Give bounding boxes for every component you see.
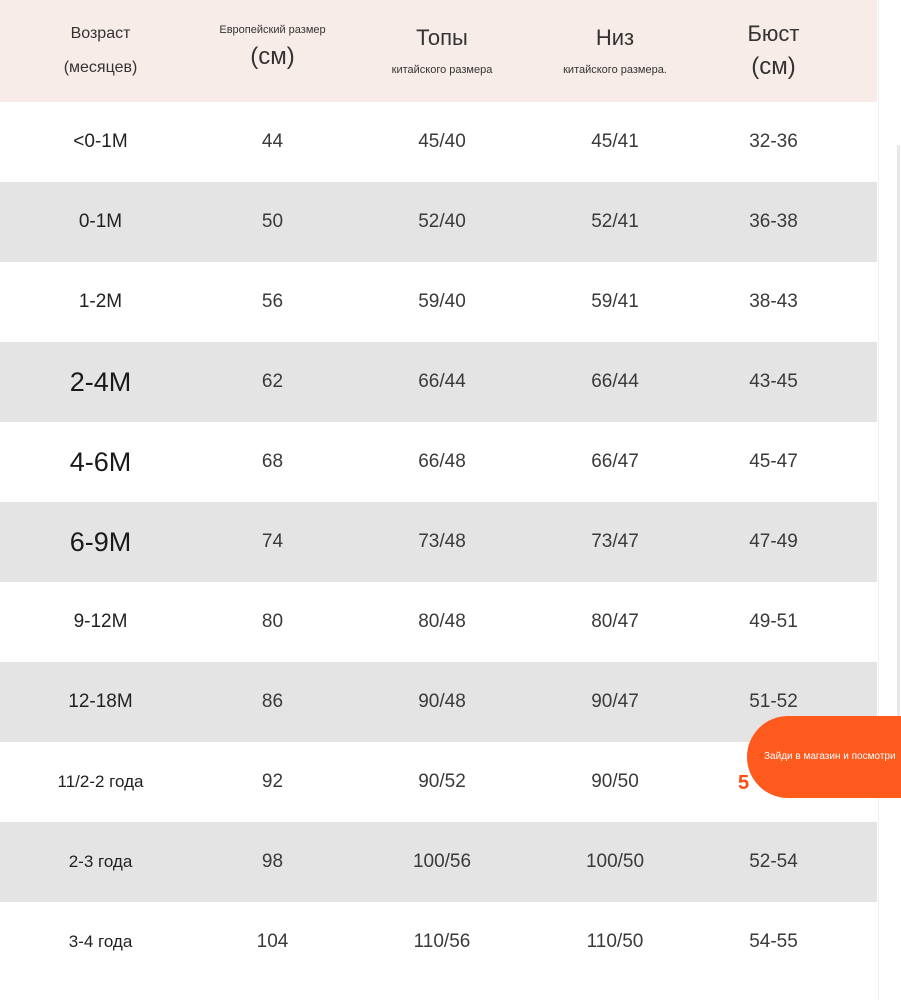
header-bottoms [540, 0, 690, 102]
cell-age: 11/2-2 года [57, 772, 144, 791]
cell-eu-size: 62 [261, 371, 284, 392]
cell-bottoms: 45/41 [591, 131, 639, 152]
cell-bust: 51-52 [749, 691, 798, 712]
header-eu-size-unit: (см) [250, 43, 295, 70]
cell-bust: 43-45 [749, 371, 798, 392]
cell-bottoms: 80/47 [591, 611, 639, 632]
cell-tops: 66/44 [418, 371, 466, 392]
header-age [0, 0, 201, 102]
cell-eu-size: 44 [261, 131, 284, 152]
cell-age: 6-9M [69, 526, 132, 557]
cell-age: 4-6M [69, 446, 132, 477]
cell-age: 3-4 года [68, 932, 133, 951]
header-bust [690, 0, 857, 102]
cell-bottoms: 73/47 [591, 531, 639, 552]
header-age-title: Возраст [70, 25, 131, 42]
cell-eu-size: 98 [261, 851, 284, 872]
scrollbar-divider [878, 0, 879, 1000]
cell-tops: 45/40 [418, 131, 466, 152]
table-row [0, 822, 877, 902]
cell-age: 0-1M [78, 211, 123, 232]
cell-tops: 90/52 [418, 771, 466, 792]
cell-bottoms: 66/44 [591, 371, 639, 392]
cell-bust: 45-47 [749, 451, 798, 472]
promo-digit: 5 [738, 772, 750, 794]
cell-tops: 90/48 [418, 691, 466, 712]
cell-age: <0-1M [73, 131, 128, 152]
table-row [0, 342, 877, 422]
visit-shop-label: Зайди в магазин и посмотри [764, 751, 896, 762]
cell-bottoms: 90/50 [591, 771, 639, 792]
cell-tops: 59/40 [418, 291, 466, 312]
cell-age: 12-18M [68, 691, 133, 712]
cell-bottoms: 100/50 [585, 851, 645, 872]
cell-tops: 66/48 [418, 451, 466, 472]
cell-eu-size: 50 [261, 211, 284, 232]
cell-bust: 32-36 [749, 131, 798, 152]
header-bottoms-title: Низ [595, 25, 635, 50]
header-bottoms-sub: китайского размера. [563, 64, 667, 76]
cell-eu-size: 74 [261, 531, 284, 552]
cell-eu-size: 56 [261, 291, 284, 312]
header-bust-title: Бюст [747, 21, 800, 46]
cell-tops: 73/48 [418, 531, 466, 552]
cell-bust: 49-51 [749, 611, 798, 632]
table-row [0, 502, 877, 582]
cell-bust: 52-54 [749, 851, 798, 872]
cell-bottoms: 110/50 [586, 931, 644, 952]
cell-bottoms: 66/47 [591, 451, 639, 472]
table-row [0, 262, 877, 342]
cell-eu-size: 80 [261, 611, 284, 632]
cell-bust: 47-49 [749, 531, 798, 552]
header-eu-size [201, 0, 344, 102]
table-header [0, 0, 877, 102]
cell-age: 9-12M [73, 611, 128, 632]
header-bust-unit: (см) [751, 53, 796, 80]
cell-bust: 54-55 [749, 931, 798, 952]
cell-eu-size: 104 [256, 931, 289, 952]
cell-tops: 100/56 [412, 851, 472, 872]
table-row [0, 102, 877, 182]
table-row [0, 422, 877, 502]
cell-eu-size: 92 [261, 771, 284, 792]
table-row [0, 182, 877, 262]
cell-age: 1-2M [78, 291, 123, 312]
scrollbar-thumb[interactable] [897, 145, 900, 730]
cell-age: 2-3 года [68, 852, 133, 871]
cell-bottoms: 52/41 [591, 211, 639, 232]
table-row [0, 902, 877, 982]
cell-age: 2-4M [69, 366, 132, 397]
cell-tops: 52/40 [418, 211, 466, 232]
header-age-unit: (месяцев) [63, 59, 138, 76]
cell-eu-size: 68 [261, 451, 284, 472]
cell-tops: 80/48 [418, 611, 466, 632]
cell-tops: 110/56 [413, 931, 471, 952]
cell-bottoms: 59/41 [591, 291, 639, 312]
cell-bottoms: 90/47 [591, 691, 639, 712]
header-eu-size-title: Европейский размер [219, 24, 326, 36]
header-tops-sub: китайского размера [391, 64, 493, 76]
cell-bust: 36-38 [749, 211, 798, 232]
cell-bust: 38-43 [749, 291, 798, 312]
scrollbar[interactable] [877, 0, 901, 1000]
visit-shop-button[interactable] [747, 716, 901, 798]
table-row [0, 662, 877, 742]
table-row [0, 582, 877, 662]
cell-eu-size: 86 [261, 691, 284, 712]
header-tops [344, 0, 540, 102]
header-tops-title: Топы [416, 25, 468, 50]
